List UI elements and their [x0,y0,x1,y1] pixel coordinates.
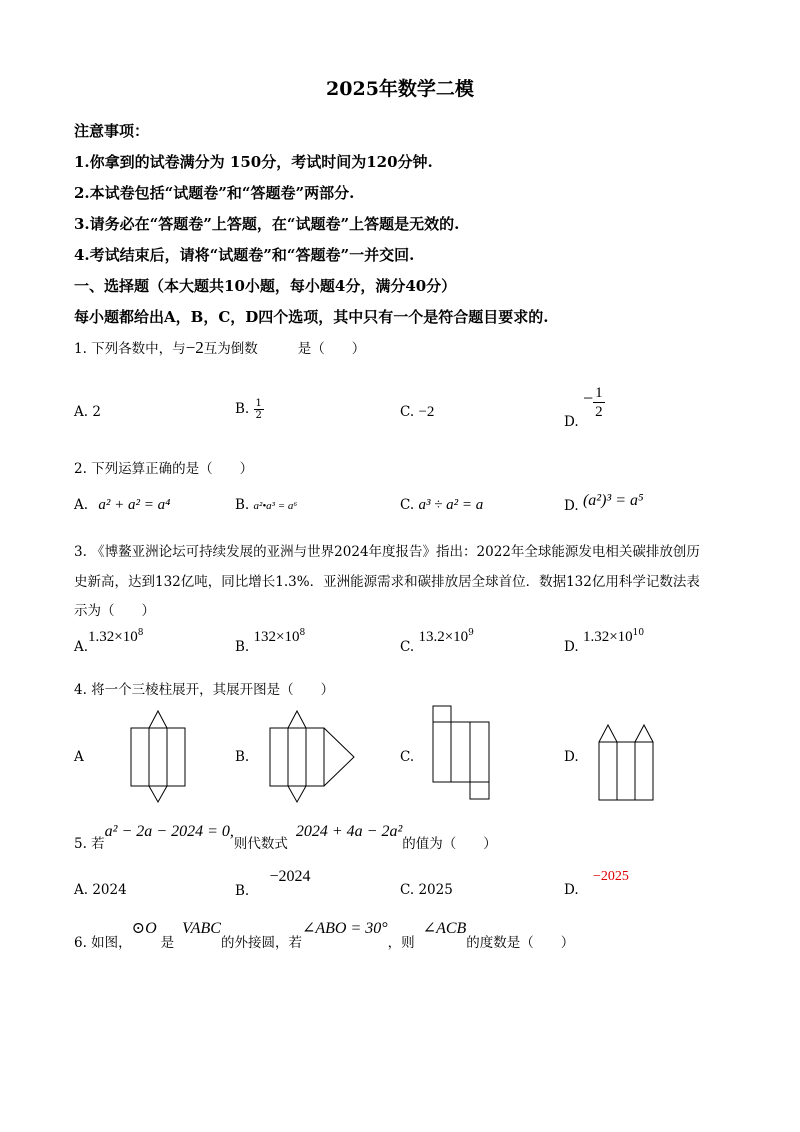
q5-stem [74,820,497,852]
q2-b-expression: a²•a³ = a⁶ [253,500,298,512]
q2-option-a [74,497,170,514]
q6-stem-pre: 6. 如图， [74,935,132,951]
q2-a-label: A. [74,497,89,513]
q3-option-b [235,628,306,655]
q5-option-b [235,868,311,899]
q1-option-b [235,398,264,421]
q5-c-value: 2025 [418,882,453,898]
page-title: 2025年数学二模 [326,78,474,100]
q2-option-c [400,497,483,514]
q2-option-d [564,492,644,514]
q5-equation: a² − 2a − 2024 = 0, [104,823,234,840]
q2-d-expression: (a²)³ = a⁵ [582,492,644,509]
q5-d-value: −2025 [592,869,629,884]
q2-c-expression: a³ ÷ a² = a [418,497,484,513]
q3-c-label: C. [400,639,415,655]
notice-item-4: 4.考试结束后，请将“试题卷”和“答题卷”一并交回. [74,246,415,264]
q3-line-1: 3. 《博鳌亚洲论坛可持续发展的亚洲与世界2024年度报告》指出：2022年全球能源发电相关碳排放创历 [74,544,700,560]
q1-option-d [564,384,605,430]
q1-option-a [74,404,101,420]
q6-stem-then: ，则 [387,935,415,951]
q1-b-label: B. [235,401,250,417]
q1-a-value: 2 [92,404,101,420]
q3-option-c [400,628,474,655]
q3-a-exponent: 8 [137,628,144,638]
q3-a-mantissa: 1.32×10 [88,629,138,645]
q1-a-label: A. [74,404,89,420]
q1-c-value: −2 [418,404,435,420]
q4-figure-b [265,708,361,804]
q3-c-exponent: 9 [468,628,474,638]
q5-b-value: −2024 [269,868,311,885]
q6-triangle-symbol: VABC [182,920,221,937]
q5-b-label: B. [235,883,250,899]
q1-d-label: D. [564,414,579,430]
q4-figure-a [125,708,195,804]
q4-b-label: B. [235,749,250,765]
notice-item-3: 3.请务必在“答题卷”上答题，在“试题卷”上答题是无效的. [74,215,460,233]
q3-option-a [74,628,144,655]
q6-stem [74,917,575,951]
q4-d-label: D. [564,749,579,765]
q3-a-label: A. [74,639,89,655]
q4-stem: 4. 将一个三棱柱展开，其展开图是（ ） [74,682,335,698]
q5-a-value: 2024 [92,882,127,898]
q4-a-label: A [74,749,84,765]
q5-stem-post: 的值为（ ） [402,836,497,852]
q6-stem-post: 的度数是（ ） [466,935,575,951]
q1-option-c [400,404,434,421]
q5-d-label: D. [564,882,579,898]
q1-stem-tail: 是（ ） [297,341,366,357]
q4-figure-d [593,720,659,804]
q6-circle-symbol: ⊙O [131,920,157,937]
q1-stem [74,337,365,358]
q3-b-mantissa: 132×10 [253,629,300,645]
q1-b-numerator: 1 [255,398,262,409]
q4-c-label: C. [400,749,415,765]
q5-stem-mid: 则代数式 [233,836,288,852]
q1-c-label: C. [400,404,415,420]
section-instruction: 每小题都给出A，B，C，D四个选项，其中只有一个是符合题目要求的. [74,308,549,326]
q1-stem-pre: 1. 下列各数中，与 [74,341,186,357]
q6-stem-mid: 的外接圆，若 [220,935,302,951]
q4-figure-c [428,703,494,803]
q1-d-sign: − [582,388,594,408]
q3-d-label: D. [564,639,579,655]
q2-b-label: B. [235,497,250,513]
q2-d-label: D. [564,498,579,514]
q3-b-label: B. [235,639,250,655]
q3-d-exponent: 10 [632,628,645,638]
q5-stem-pre: 5. 若 [74,836,105,852]
q5-option-a [74,882,127,898]
q6-stem-shi: 是 [160,935,175,951]
q1-d-denominator: 2 [595,404,603,420]
section-heading: 一、选择题（本大题共10小题，每小题4分，满分40分） [74,277,457,295]
q5-option-d [564,868,629,898]
q3-b-exponent: 8 [299,628,306,638]
q2-option-b [235,497,297,513]
q1-b-denominator: 2 [255,410,262,421]
notice-heading: 注意事项： [74,122,150,140]
notice-item-2: 2.本试卷包括“试题卷”和“答题卷”两部分. [74,184,355,202]
q3-c-mantissa: 13.2×10 [418,629,469,645]
q5-option-c [400,882,453,898]
q2-a-expression: a² + a² = a⁴ [98,497,171,513]
q2-stem: 2. 下列运算正确的是（ ） [74,461,254,477]
q3-line-2: 史新高，达到132亿吨，同比增长1.3%．亚洲能源需求和碳排放居全球首位．数据132亿用科学记数法表 [74,574,700,590]
q1-number: −2 [185,338,204,357]
q5-expression: 2024 + 4a − 2a² [295,823,403,840]
q1-d-numerator: 1 [595,385,603,401]
q3-d-mantissa: 1.32×10 [582,629,633,645]
q2-c-label: C. [400,497,415,513]
notice-item-1: 1.你拿到的试卷满分为 150分，考试时间为120分钟. [74,153,433,171]
q6-angle-given: ∠ABO = 30° [301,920,388,937]
q1-stem-post: 互为倒数 [203,341,258,357]
q5-a-label: A. [74,882,89,898]
q5-c-label: C. [400,882,415,898]
q6-angle-asked: ∠ACB [422,920,467,937]
q3-option-d [564,628,645,655]
q3-line-3: 示为（ ） [74,603,155,619]
